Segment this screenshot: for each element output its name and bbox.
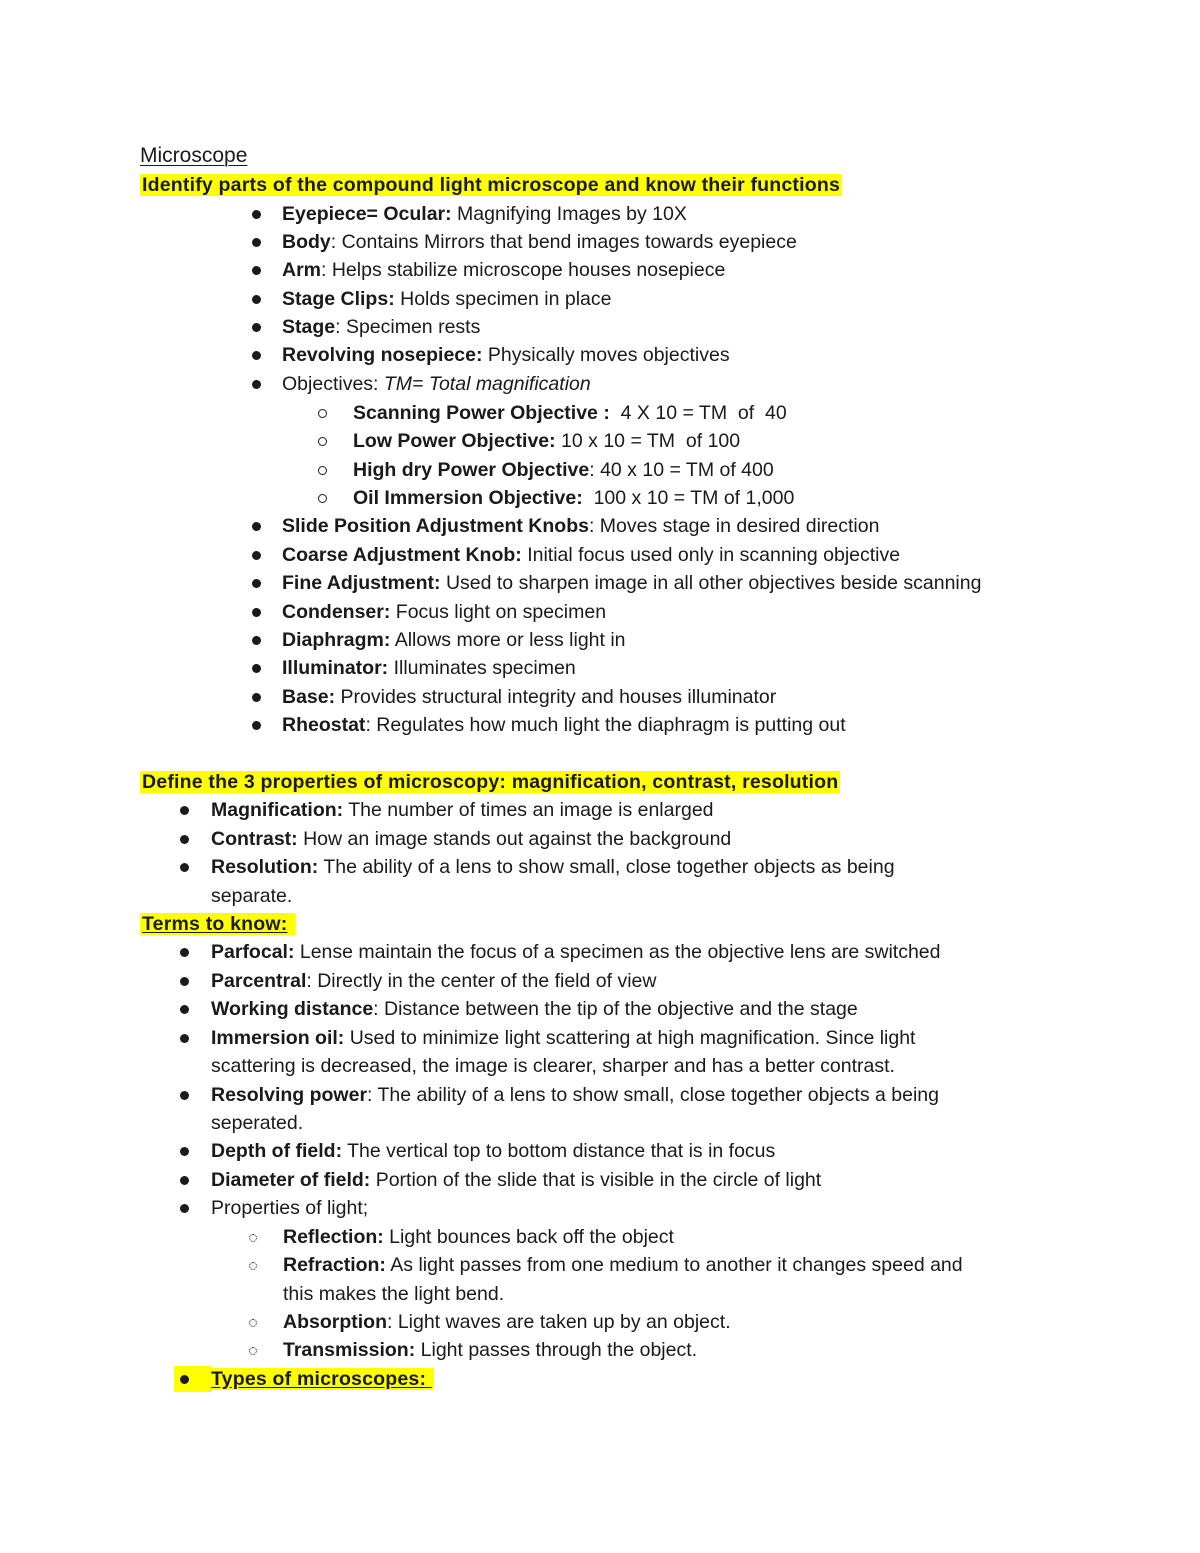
term: Rheostat <box>282 714 366 736</box>
term: Stage <box>282 316 336 338</box>
list-item <box>211 938 941 966</box>
italic-note: TM= Total magnification <box>383 373 591 395</box>
bullet-icon <box>180 806 189 815</box>
sub-list-item <box>283 1251 963 1279</box>
definition: : Distance between the tip of the objective and the stage <box>373 998 858 1020</box>
sub-list-item <box>353 399 787 427</box>
bullet-icon <box>180 835 189 844</box>
list-item <box>211 1166 821 1194</box>
bullet-icon <box>180 1034 189 1043</box>
heading-text: Identify parts of the compound light microscope and know their functions <box>142 174 841 196</box>
term: Arm <box>282 259 322 281</box>
bullet-icon <box>252 266 261 275</box>
term: Depth of field: <box>211 1140 343 1162</box>
term: Coarse Adjustment Knob: <box>282 544 522 566</box>
section-heading-parts <box>140 171 842 199</box>
bullet-icon <box>252 238 261 247</box>
hollow-bullet-icon <box>318 466 327 475</box>
definition: : Moves stage in desired direction <box>588 515 880 537</box>
definition: How an image stands out against the background <box>297 828 732 850</box>
list-item <box>282 370 591 398</box>
definition: : Directly in the center of the field of view <box>306 970 657 992</box>
term: Scanning Power Objective : <box>353 402 610 424</box>
term: Revolving nosepiece: <box>282 344 483 366</box>
definition: : Regulates how much light the diaphragm is putting out <box>365 714 846 736</box>
list-item <box>282 598 606 626</box>
heading-text: Terms to know: <box>142 913 288 935</box>
hollow-bullet-icon <box>318 409 327 418</box>
term: Stage Clips: <box>282 288 395 310</box>
bullet-icon <box>180 1005 189 1014</box>
sub-list-item <box>353 484 794 512</box>
list-item-highlighted <box>209 1365 434 1393</box>
bullet-icon <box>252 693 261 702</box>
term: Contrast: <box>211 828 298 850</box>
dotted-circle-bullet-icon <box>249 1319 257 1327</box>
term: Immersion oil: <box>211 1027 345 1049</box>
term: Reflection: <box>283 1226 384 1248</box>
term: Parcentral <box>211 970 307 992</box>
section-heading-properties <box>140 768 840 796</box>
definition: Portion of the slide that is visible in the circle of light <box>370 1169 822 1191</box>
term: Condenser: <box>282 601 391 623</box>
list-item-continuation: this makes the light bend. <box>283 1283 505 1305</box>
list-item <box>282 569 981 597</box>
definition: : Specimen rests <box>335 316 481 338</box>
definition: Illuminates specimen <box>388 657 576 679</box>
definition: As light passes from one medium to another it changes speed and <box>385 1254 963 1276</box>
bullet-icon <box>252 579 261 588</box>
term: Magnification: <box>211 799 344 821</box>
bullet-icon <box>180 1091 189 1100</box>
bullet-icon <box>252 608 261 617</box>
heading-highlight-tail <box>289 913 295 935</box>
list-item: Properties of light; <box>211 1197 369 1219</box>
list-item <box>211 1024 915 1052</box>
definition: Holds specimen in place <box>394 288 612 310</box>
term: Parfocal: <box>211 941 295 963</box>
list-item <box>211 967 656 995</box>
hollow-bullet-icon <box>318 437 327 446</box>
list-item <box>211 1137 775 1165</box>
list-item <box>282 512 879 540</box>
bullet-icon <box>180 1375 189 1384</box>
bullet-icon <box>180 1147 189 1156</box>
bullet-icon <box>252 295 261 304</box>
term: Base: <box>282 686 336 708</box>
section-heading-terms <box>140 910 295 938</box>
term: Low Power Objective: <box>353 430 556 452</box>
term: Oil Immersion Objective: <box>353 487 583 509</box>
dotted-circle-bullet-icon <box>249 1347 257 1355</box>
definition: Light bounces back off the object <box>383 1226 674 1248</box>
list-item <box>282 711 846 739</box>
definition: : 40 x 10 = TM of 400 <box>589 459 774 481</box>
dotted-circle-bullet-icon <box>249 1262 257 1270</box>
item-label: Objectives: <box>282 373 384 395</box>
definition: Provides structural integrity and houses illuminator <box>335 686 777 708</box>
term: Refraction: <box>283 1254 386 1276</box>
list-item <box>282 541 900 569</box>
definition: 100 x 10 = TM of 1,000 <box>582 487 795 509</box>
definition: : Helps stabilize microscope houses nosepiece <box>321 259 726 281</box>
term: Eyepiece= Ocular: <box>282 203 452 225</box>
term: Transmission: <box>283 1339 416 1361</box>
bullet-icon <box>252 636 261 645</box>
term: High dry Power Objective <box>353 459 590 481</box>
sub-list-item <box>283 1308 731 1336</box>
bullet-icon <box>252 721 261 730</box>
list-item <box>282 313 480 341</box>
definition: Used to minimize light scattering at high magnification. Since light <box>344 1027 916 1049</box>
heading-text: Define the 3 properties of microscopy: magnification, contrast, resolution <box>142 771 839 793</box>
sub-list-item <box>353 427 740 455</box>
list-item <box>211 825 731 853</box>
definition: Lense maintain the focus of a specimen as the objective lens are switched <box>294 941 941 963</box>
bullet-icon <box>180 1204 189 1213</box>
definition: : The ability of a lens to show small, close together objects a being <box>367 1084 939 1106</box>
term: Resolution: <box>211 856 319 878</box>
definition: 10 x 10 = TM of 100 <box>555 430 741 452</box>
sub-list-item <box>353 456 774 484</box>
definition: Focus light on specimen <box>390 601 607 623</box>
hollow-bullet-icon <box>318 494 327 503</box>
bullet-icon <box>252 380 261 389</box>
term: Working distance <box>211 998 374 1020</box>
definition: Light passes through the object. <box>415 1339 698 1361</box>
list-item <box>211 1081 939 1109</box>
definition: Allows more or less light in <box>390 629 626 651</box>
dotted-circle-bullet-icon <box>249 1234 257 1242</box>
bullet-icon <box>180 863 189 872</box>
definition: Used to sharpen image in all other objectives beside scanning <box>440 572 982 594</box>
list-item <box>282 626 626 654</box>
bullet-icon <box>252 210 261 219</box>
term: Diameter of field: <box>211 1169 371 1191</box>
list-item-continuation: seperated. <box>211 1112 304 1134</box>
list-item <box>282 200 687 228</box>
definition: The vertical top to bottom distance that is in focus <box>342 1140 776 1162</box>
bullet-icon <box>252 551 261 560</box>
definition: : Contains Mirrors that bend images towards eyepiece <box>330 231 797 253</box>
list-item <box>282 654 576 682</box>
list-item <box>211 853 895 881</box>
bullet-icon <box>180 977 189 986</box>
definition: Magnifying Images by 10X <box>451 203 687 225</box>
list-item <box>282 256 725 284</box>
term: Diaphragm: <box>282 629 391 651</box>
list-item-continuation: separate. <box>211 885 293 907</box>
term: Illuminator: <box>282 657 389 679</box>
bullet-icon <box>252 351 261 360</box>
list-item-continuation: scattering is decreased, the image is clearer, sharper and has a better contrast. <box>211 1055 895 1077</box>
bullet-icon <box>252 323 261 332</box>
list-item <box>211 995 858 1023</box>
document-title: Microscope <box>140 144 248 167</box>
sub-list-item <box>283 1223 674 1251</box>
term: Body <box>282 231 331 253</box>
list-item <box>282 285 611 313</box>
bullet-icon <box>180 948 189 957</box>
definition: 4 X 10 = TM of 40 <box>609 402 787 424</box>
term: Fine Adjustment: <box>282 572 441 594</box>
list-item <box>211 796 714 824</box>
term: Slide Position Adjustment Knobs <box>282 515 589 537</box>
sub-list-item <box>283 1336 697 1364</box>
definition: Initial focus used only in scanning objective <box>521 544 901 566</box>
bullet-icon <box>252 522 261 531</box>
term: Resolving power <box>211 1084 368 1106</box>
definition: : Light waves are taken up by an object. <box>386 1311 731 1333</box>
types-of-microscopes-label: Types of microscopes: <box>211 1368 432 1390</box>
list-item <box>282 341 730 369</box>
definition: The ability of a lens to show small, close together objects as being <box>318 856 895 878</box>
list-item <box>282 228 797 256</box>
term: Absorption <box>283 1311 387 1333</box>
list-item <box>282 683 776 711</box>
definition: Physically moves objectives <box>482 344 730 366</box>
definition: The number of times an image is enlarged <box>343 799 714 821</box>
bullet-icon <box>180 1176 189 1185</box>
bullet-icon <box>252 664 261 673</box>
